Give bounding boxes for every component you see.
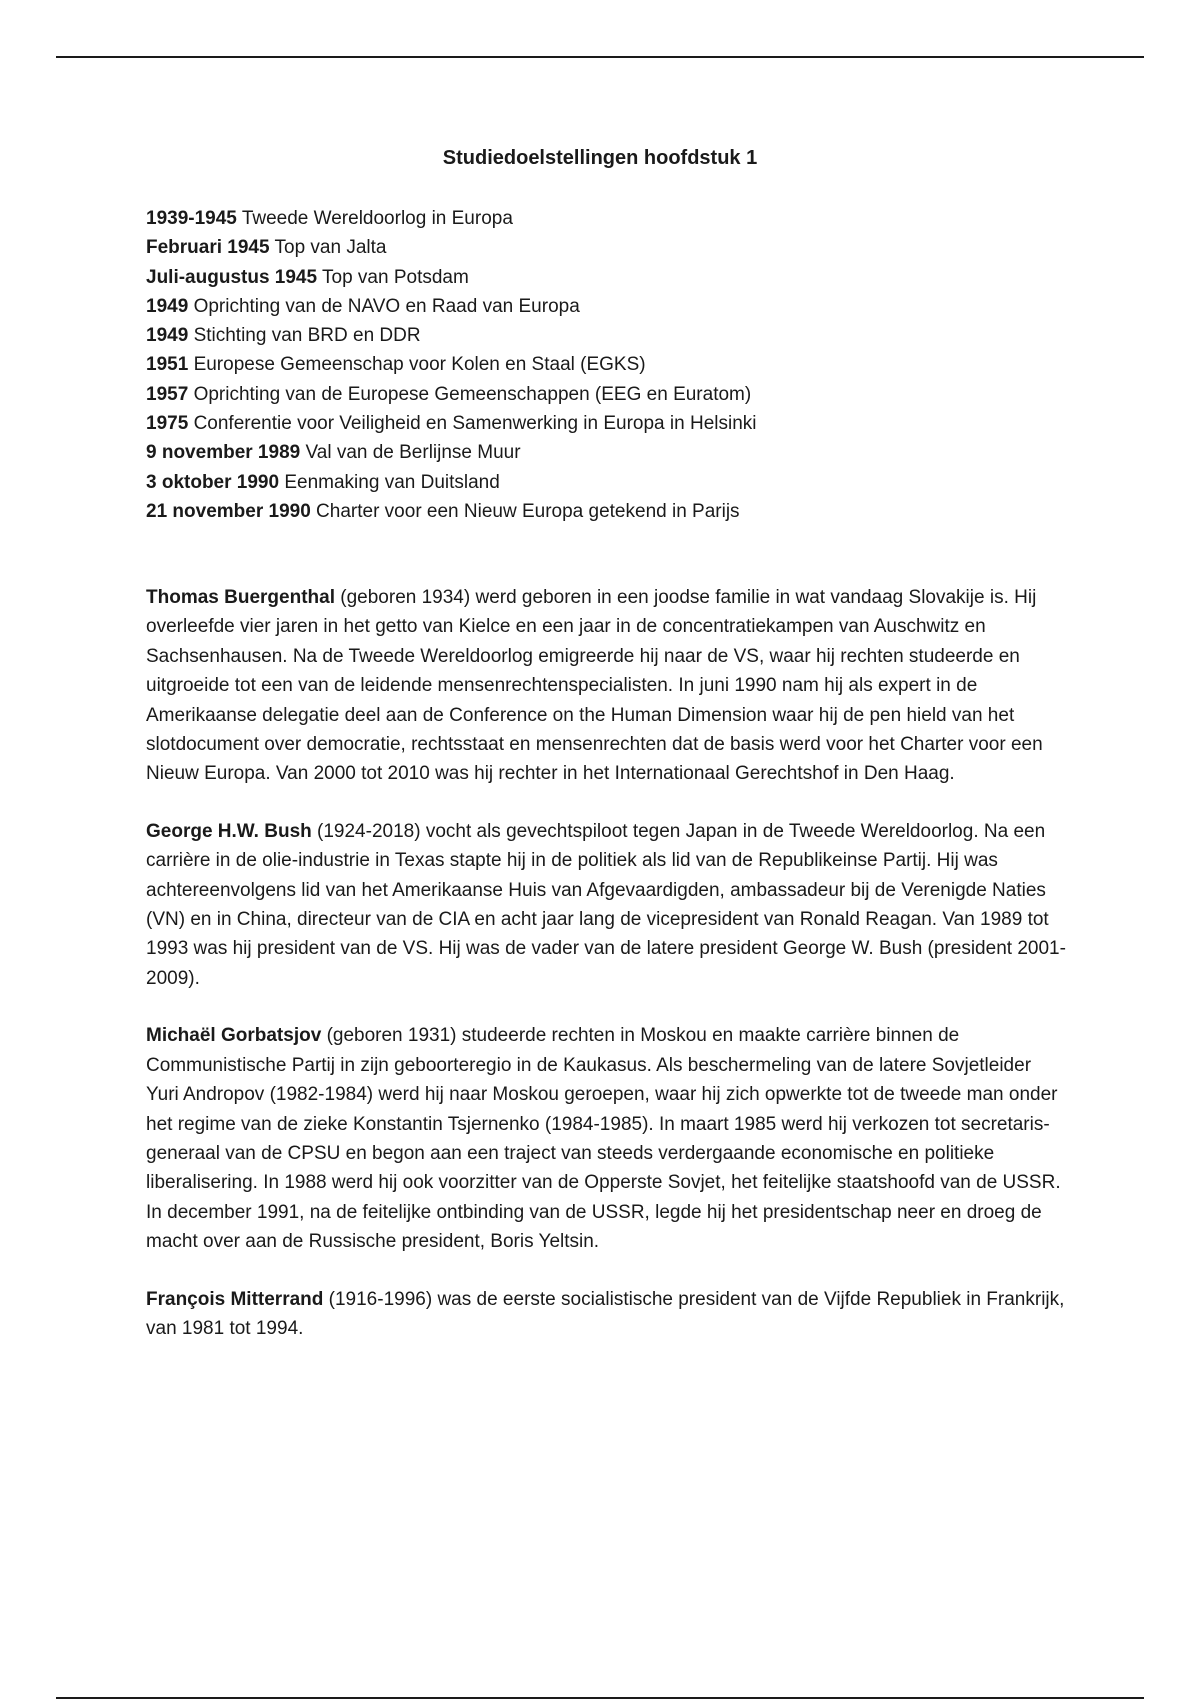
page-title: Studiedoelstellingen hoofdstuk 1: [442, 147, 758, 169]
bio-text: (1916-1996) was de eerste socialistische president van de Vijfde Republiek in Frankrijk, van 1981 tot 1994.: [146, 1288, 1065, 1339]
timeline-item: [146, 438, 1066, 467]
timeline-item: [146, 204, 1066, 233]
bio-text: (geboren 1934) werd geboren in een joodse familie in wat vandaag Slovakije is. Hij overleefde vier jaren in het getto van Kielce en een jaar in de concentratiekampen van Auschwitz en Sachsenhausen. Na de Tweede Wereldoorlog emigreerde hij naar de VS, waar hij rechten studeerde en uitgroeide tot een van de leidende mensenrechtenspecialisten. In juni 1990 nam hij als expert in de Amerikaanse delegatie deel aan de Conference on the Human Dimension waar hij de pen hield van het slotdocument over democratie, rechtsstaat en mensenrechten dat de basis werd voor het Charter voor een Nieuw Europa. Van 2000 tot 2010 was hij rechter in het Internationaal Gerechtshof in Den Haag.: [146, 587, 1043, 785]
bio-text: (1924-2018) vocht als gevechtspiloot tegen Japan in de Tweede Wereldoorlog. Na een carrière in de olie-industrie in Texas stapte hij in de politiek als lid van de Republikeinse Partij. Hij was achtereenvolgens lid van het Amerikaanse Huis van Afgevaardigden, ambassadeur bij de Verenigde Naties (VN) en in China, directeur van de CIA en acht jaar lang de vicepresident van Ronald Reagan. Van 1989 tot 1993 was hij president van de VS. Hij was de vader van de latere president George W. Bush (president 2001-2009).: [146, 820, 1066, 989]
timeline-date: 1939-1945: [146, 208, 237, 229]
timeline-item: [146, 263, 1066, 292]
bio-mitterrand: [146, 1285, 1066, 1344]
timeline-item: [146, 409, 1066, 438]
bio-gorbatsjov: [146, 1021, 1066, 1256]
timeline-date: 1975: [146, 413, 189, 435]
biographies: [146, 583, 1066, 1371]
timeline-date: Februari 1945: [146, 237, 270, 259]
timeline-date: Juli-augustus 1945: [146, 266, 318, 288]
bio-text: (geboren 1931) studeerde rechten in Moskou en maakte carrière binnen de Communistische Partij in zijn geboorteregio in de Kaukasus. Als beschermeling van de latere Sovjetleider Yuri Andropov (1982-1984) werd hij naar Moskou geroepen, waar hij zich opwerkte tot de tweede man onder het regime van de zieke Konstantin Tsjernenko (1984-1985). In maart 1985 werd hij verkozen tot secretaris-generaal van de CPSU en begon aan een traject van steeds verdergaande economische en politieke liberalisering. In 1988 werd hij ook voorzitter van de Opperste Sovjet, het feitelijke staatshoofd van de USSR. In december 1991, na de feitelijke ontbinding van de USSR, legde hij het presidentschap neer en droeg de macht over aan de Russische president, Boris Yeltsin.: [146, 1025, 1061, 1253]
timeline-item: [146, 233, 1066, 262]
timeline-event: Oprichting van de NAVO en Raad van Europa: [193, 295, 580, 317]
footer-rule: [56, 1697, 1144, 1699]
bio-buergenthal: [146, 583, 1066, 789]
timeline-date: 1949: [146, 295, 189, 317]
timeline-item: [146, 468, 1066, 497]
timeline-item: [146, 350, 1066, 379]
timeline-item: [146, 321, 1066, 350]
timeline-event: Eenmaking van Duitsland: [284, 471, 500, 493]
timeline-date: 3 oktober 1990: [146, 471, 280, 493]
timeline-date: 21 november 1990: [146, 500, 311, 522]
bio-bush: [146, 817, 1066, 993]
timeline-item: [146, 380, 1066, 409]
timeline-event: Top van Potsdam: [322, 266, 469, 288]
timeline-list: [146, 204, 1066, 526]
bio-name: George H.W. Bush: [146, 820, 312, 842]
timeline-event: Tweede Wereldoorlog in Europa: [241, 208, 513, 229]
timeline-event: Europese Gemeenschap voor Kolen en Staal (EGKS): [193, 354, 646, 376]
bio-name: Michaël Gorbatsjov: [146, 1025, 322, 1047]
timeline-date: 1951: [146, 354, 189, 376]
header-rule: [56, 56, 1144, 58]
timeline-event: Stichting van BRD en DDR: [193, 325, 421, 347]
timeline-date: 1949: [146, 325, 189, 347]
timeline-event: Charter voor een Nieuw Europa getekend in Parijs: [316, 500, 740, 522]
timeline-date: 9 november 1989: [146, 442, 301, 464]
timeline-item: [146, 292, 1066, 321]
timeline-event: Val van de Berlijnse Muur: [305, 442, 521, 464]
timeline-item: [146, 497, 1066, 526]
bio-name: Thomas Buergenthal: [146, 587, 335, 608]
timeline-event: Top van Jalta: [274, 237, 387, 259]
bio-name: François Mitterrand: [146, 1288, 324, 1310]
timeline-date: 1957: [146, 383, 189, 405]
timeline-event: Conferentie voor Veiligheid en Samenwerking in Europa in Helsinki: [193, 413, 757, 435]
timeline-event: Oprichting van de Europese Gemeenschappen (EEG en Euratom): [193, 383, 752, 405]
